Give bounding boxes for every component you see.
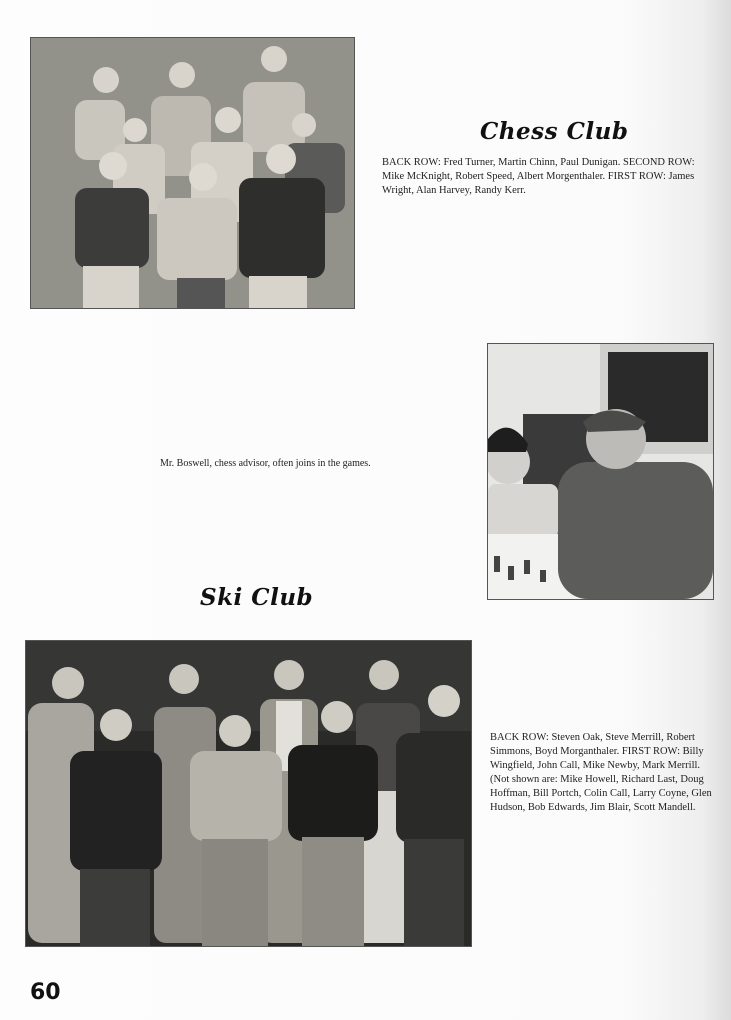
ski-club-caption: BACK ROW: Steven Oak, Steve Merrill, Robert Simmons, Boyd Morganthaler. FIRST ROW: Billy Wingfield, John Call, Mike Newby, Mark Merrill. (Not shown are: Mike Howell, Richard Last, Doug Hoffman, Bill Portch, Colin Call, Larry Coyne, Glen Hudson, Bob Edwards, Jim Blair, Scott Mandell. (490, 732, 712, 813)
ski-club-photo (25, 640, 472, 947)
chess-advisor-caption: Mr. Boswell, chess advisor, often joins in the games. (160, 458, 371, 469)
chess-club-heading: Chess Club (480, 118, 629, 145)
chess-club-caption: BACK ROW: Fred Turner, Martin Chinn, Paul Dunigan. SECOND ROW: Mike McKnight, Robert Speed, Albert Morgenthaler. FIRST ROW: James Wright, Alan Harvey, Randy Kerr. (382, 157, 695, 196)
page-number: 60 (30, 980, 61, 1005)
chess-advisor-photo (487, 343, 714, 600)
ski-club-heading: Ski Club (200, 584, 314, 611)
chess-club-photo (30, 37, 355, 309)
